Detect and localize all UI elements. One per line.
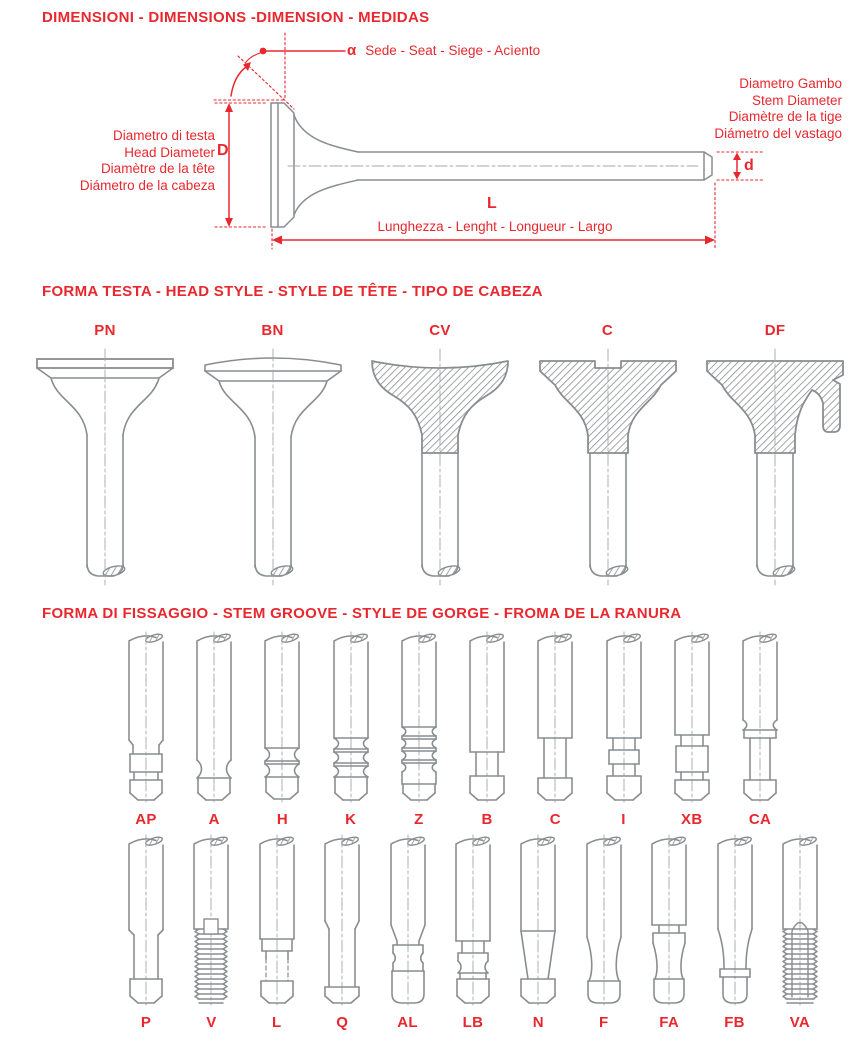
stem-groove-item-K [321, 630, 381, 828]
head-drawing-CV [365, 343, 515, 593]
stem-groove-item-P [116, 833, 176, 1031]
stem-groove-item-FA [639, 833, 699, 1031]
stem-drawing-A [184, 630, 244, 806]
stem-drawing-CA [730, 630, 790, 806]
stem-groove-label: I [621, 811, 626, 828]
stem-drawing-P [116, 833, 176, 1009]
head-diameter-label: Diametro di testa Head Diameter Diamètre de la tête Diámetro de la cabeza [79, 128, 215, 193]
stem-groove-item-Z [389, 630, 449, 828]
stem-groove-label: H [276, 811, 288, 828]
head-style-item-CV [365, 322, 515, 593]
stem-groove-item-XB [662, 630, 722, 828]
section-title-stem-groove: FORMA DI FISSAGGIO - STEM GROOVE - STYLE DE GORGE - FROMA DE LA RANURA [42, 605, 682, 622]
stem-drawing-B [457, 630, 517, 806]
stem-groove-item-F [574, 833, 634, 1031]
head-drawing-PN [30, 343, 180, 593]
angle-arc [231, 67, 246, 96]
stem-drawing-L [247, 833, 307, 1009]
stem-groove-label: Q [336, 1014, 349, 1031]
head-diameter-symbol: D [217, 142, 229, 159]
head-style-label: DF [764, 322, 786, 339]
head-style-label: PN [94, 322, 116, 339]
stem-drawing-VA [770, 833, 830, 1009]
head-style-item-BN [198, 322, 348, 593]
stem-groove-item-AP [116, 630, 176, 828]
stem-groove-item-V [181, 833, 241, 1031]
stem-drawing-V [181, 833, 241, 1009]
length-ext-lines [272, 183, 715, 249]
head-drawing-DF [700, 343, 850, 593]
stem-groove-item-AL [378, 833, 438, 1031]
head-style-row [0, 322, 860, 593]
stem-drawing-K [321, 630, 381, 806]
stem-groove-label: CA [748, 811, 772, 828]
stem-groove-label: AL [397, 1014, 418, 1031]
stem-drawing-H [252, 630, 312, 806]
head-style-item-PN [30, 322, 180, 593]
stem-groove-label: K [345, 811, 357, 828]
stem-groove-label: P [140, 1014, 152, 1031]
stem-groove-label: L [272, 1014, 282, 1031]
stem-groove-label: AP [135, 811, 157, 828]
length-symbol: L [487, 195, 497, 212]
stem-drawing-FA [639, 833, 699, 1009]
stem-drawing-N [508, 833, 568, 1009]
head-style-label: BN [261, 322, 284, 339]
stem-drawing-C [525, 630, 585, 806]
stem-diameter-symbol: d [744, 157, 754, 174]
stem-groove-row-1 [0, 630, 860, 828]
seat-label: Sede - Seat - Siege - Acìento [365, 43, 541, 58]
stem-drawing-Q [312, 833, 372, 1009]
stem-groove-label: FA [659, 1014, 680, 1031]
valve-stem-tip [704, 152, 712, 180]
stem-groove-label: LB [462, 1014, 484, 1031]
stem-drawing-LB [443, 833, 503, 1009]
stem-groove-label: B [481, 811, 493, 828]
stem-groove-item-H [252, 630, 312, 828]
head-drawing-BN [198, 343, 348, 593]
stem-diameter-label: Diametro Gambo Stem Diameter Diamètre de la tige Diámetro del vastago [714, 76, 842, 141]
stem-groove-label: C [549, 811, 561, 828]
stem-groove-item-A [184, 630, 244, 828]
stem-groove-label: Z [414, 811, 424, 828]
head-style-label: C [601, 322, 614, 339]
stem-groove-item-C [525, 630, 585, 828]
head-style-label: CV [429, 322, 451, 339]
stem-groove-label: V [206, 1014, 217, 1031]
stem-groove-row-2 [0, 833, 860, 1031]
stem-drawing-FB [705, 833, 765, 1009]
stem-groove-item-I [594, 630, 654, 828]
stem-groove-label: FB [724, 1014, 745, 1031]
stem-drawing-I [594, 630, 654, 806]
section-title-head-style: FORMA TESTA - HEAD STYLE - STYLE DE TÊTE - TIPO DE CABEZA [42, 283, 543, 300]
stem-groove-item-CA [730, 630, 790, 828]
alpha-symbol: α [347, 42, 357, 59]
stem-groove-label: VA [789, 1014, 811, 1031]
stem-groove-item-L [247, 833, 307, 1031]
stem-groove-item-Q [312, 833, 372, 1031]
stem-drawing-AL [378, 833, 438, 1009]
head-style-item-C [533, 322, 683, 593]
stem-groove-label: A [208, 811, 220, 828]
stem-groove-item-B [457, 630, 517, 828]
stem-groove-item-LB [443, 833, 503, 1031]
seat-angle-annotation [347, 43, 540, 60]
stem-groove-item-N [508, 833, 568, 1031]
length-label: Lunghezza - Lenght - Longueur - Largo [377, 219, 613, 234]
stem-diameter-ext-lines [717, 152, 763, 180]
stem-drawing-F [574, 833, 634, 1009]
stem-groove-label: XB [681, 811, 703, 828]
stem-groove-label: F [599, 1014, 609, 1031]
section-title-dimensions: DIMENSIONI - DIMENSIONS -DIMENSION - MEDIDAS [42, 9, 430, 26]
stem-drawing-AP [116, 630, 176, 806]
stem-drawing-Z [389, 630, 449, 806]
stem-drawing-XB [662, 630, 722, 806]
head-drawing-C [533, 343, 683, 593]
stem-groove-item-VA [770, 833, 830, 1031]
stem-groove-label: N [532, 1014, 544, 1031]
head-style-item-DF [700, 322, 850, 593]
stem-groove-item-FB [705, 833, 765, 1031]
